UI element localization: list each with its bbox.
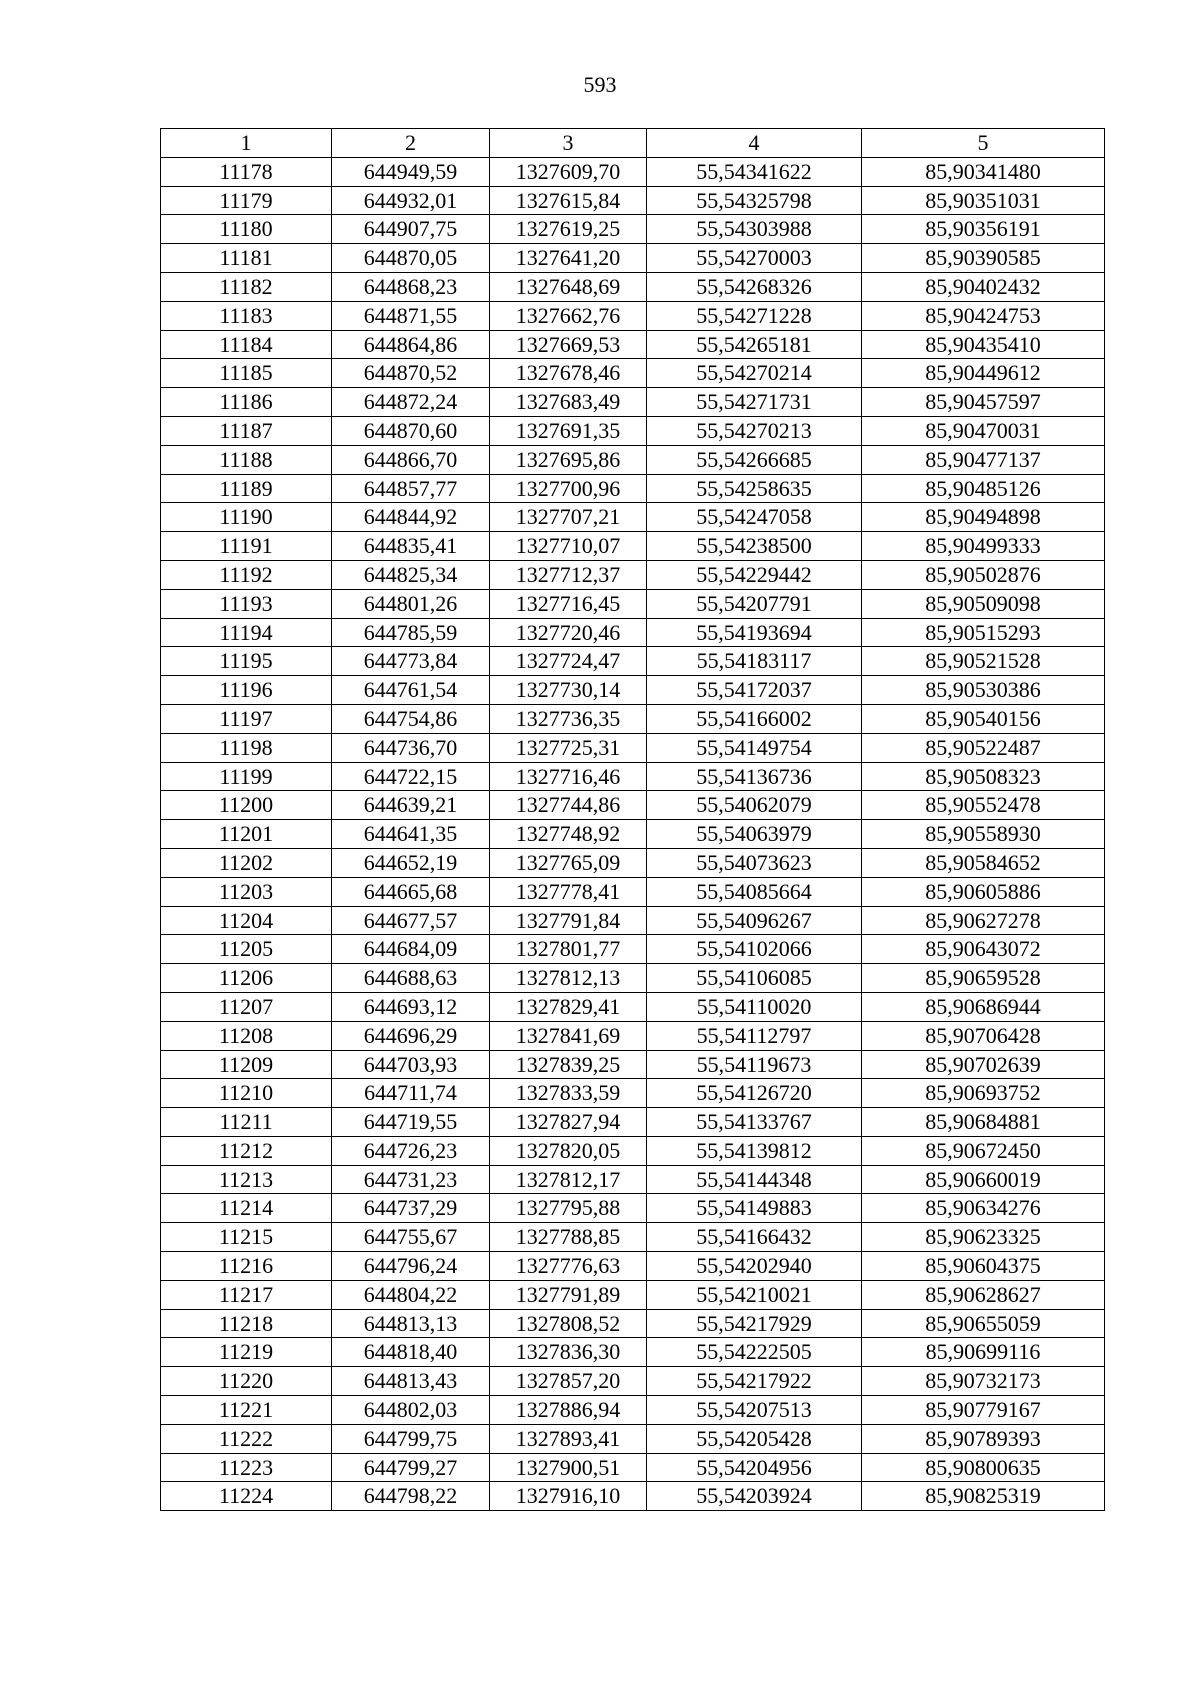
- point-number-cell: 11205: [161, 935, 332, 964]
- latitude-cell: 55,54270213: [647, 416, 862, 445]
- point-number-cell: 11198: [161, 733, 332, 762]
- latitude-cell: 55,54341622: [647, 157, 862, 186]
- longitude-cell: 85,90684881: [862, 1108, 1105, 1137]
- table-body: [161, 157, 1105, 1510]
- table-row: [161, 618, 1105, 647]
- y-coordinate-cell: 1327812,13: [490, 964, 647, 993]
- coordinates-table: [160, 128, 1105, 1511]
- longitude-cell: 85,90509098: [862, 589, 1105, 618]
- x-coordinate-cell: 644639,21: [332, 791, 490, 820]
- x-coordinate-cell: 644825,34: [332, 560, 490, 589]
- point-number-cell: 11186: [161, 388, 332, 417]
- table-row: [161, 560, 1105, 589]
- y-coordinate-cell: 1327619,25: [490, 215, 647, 244]
- point-number-cell: 11197: [161, 704, 332, 733]
- table-header: [161, 129, 1105, 158]
- latitude-cell: 55,54102066: [647, 935, 862, 964]
- longitude-cell: 85,90789393: [862, 1424, 1105, 1453]
- latitude-cell: 55,54126720: [647, 1079, 862, 1108]
- point-number-cell: 11182: [161, 272, 332, 301]
- point-number-cell: 11214: [161, 1194, 332, 1223]
- longitude-cell: 85,90699116: [862, 1338, 1105, 1367]
- x-coordinate-cell: 644711,74: [332, 1079, 490, 1108]
- column-header-5: 5: [862, 129, 1105, 158]
- point-number-cell: 11218: [161, 1309, 332, 1338]
- x-coordinate-cell: 644703,93: [332, 1050, 490, 1079]
- x-coordinate-cell: 644844,92: [332, 503, 490, 532]
- table-row: [161, 272, 1105, 301]
- y-coordinate-cell: 1327827,94: [490, 1108, 647, 1137]
- latitude-cell: 55,54207513: [647, 1396, 862, 1425]
- latitude-cell: 55,54265181: [647, 330, 862, 359]
- x-coordinate-cell: 644761,54: [332, 676, 490, 705]
- x-coordinate-cell: 644798,22: [332, 1482, 490, 1511]
- longitude-cell: 85,90706428: [862, 1021, 1105, 1050]
- point-number-cell: 11191: [161, 532, 332, 561]
- x-coordinate-cell: 644802,03: [332, 1396, 490, 1425]
- latitude-cell: 55,54166002: [647, 704, 862, 733]
- y-coordinate-cell: 1327669,53: [490, 330, 647, 359]
- longitude-cell: 85,90470031: [862, 416, 1105, 445]
- y-coordinate-cell: 1327836,30: [490, 1338, 647, 1367]
- longitude-cell: 85,90672450: [862, 1136, 1105, 1165]
- y-coordinate-cell: 1327857,20: [490, 1367, 647, 1396]
- longitude-cell: 85,90693752: [862, 1079, 1105, 1108]
- latitude-cell: 55,54112797: [647, 1021, 862, 1050]
- longitude-cell: 85,90659528: [862, 964, 1105, 993]
- table-row: [161, 1309, 1105, 1338]
- y-coordinate-cell: 1327716,45: [490, 589, 647, 618]
- longitude-cell: 85,90604375: [862, 1252, 1105, 1281]
- latitude-cell: 55,54258635: [647, 474, 862, 503]
- table-row: [161, 1280, 1105, 1309]
- y-coordinate-cell: 1327812,17: [490, 1165, 647, 1194]
- table-row: [161, 733, 1105, 762]
- longitude-cell: 85,90540156: [862, 704, 1105, 733]
- latitude-cell: 55,54110020: [647, 992, 862, 1021]
- point-number-cell: 11195: [161, 647, 332, 676]
- longitude-cell: 85,90499333: [862, 532, 1105, 561]
- y-coordinate-cell: 1327648,69: [490, 272, 647, 301]
- longitude-cell: 85,90660019: [862, 1165, 1105, 1194]
- x-coordinate-cell: 644652,19: [332, 848, 490, 877]
- latitude-cell: 55,54193694: [647, 618, 862, 647]
- latitude-cell: 55,54096267: [647, 906, 862, 935]
- x-coordinate-cell: 644688,63: [332, 964, 490, 993]
- column-header-3: 3: [490, 129, 647, 158]
- latitude-cell: 55,54222505: [647, 1338, 862, 1367]
- longitude-cell: 85,90605886: [862, 877, 1105, 906]
- table-row: [161, 647, 1105, 676]
- latitude-cell: 55,54205428: [647, 1424, 862, 1453]
- column-header-4: 4: [647, 129, 862, 158]
- latitude-cell: 55,54268326: [647, 272, 862, 301]
- x-coordinate-cell: 644773,84: [332, 647, 490, 676]
- latitude-cell: 55,54204956: [647, 1453, 862, 1482]
- latitude-cell: 55,54303988: [647, 215, 862, 244]
- point-number-cell: 11199: [161, 762, 332, 791]
- table-row: [161, 301, 1105, 330]
- longitude-cell: 85,90521528: [862, 647, 1105, 676]
- point-number-cell: 11224: [161, 1482, 332, 1511]
- y-coordinate-cell: 1327725,31: [490, 733, 647, 762]
- y-coordinate-cell: 1327791,89: [490, 1280, 647, 1309]
- latitude-cell: 55,54238500: [647, 532, 862, 561]
- table-row: [161, 906, 1105, 935]
- latitude-cell: 55,54172037: [647, 676, 862, 705]
- longitude-cell: 85,90825319: [862, 1482, 1105, 1511]
- y-coordinate-cell: 1327683,49: [490, 388, 647, 417]
- latitude-cell: 55,54149754: [647, 733, 862, 762]
- table-row: [161, 877, 1105, 906]
- table-row: [161, 762, 1105, 791]
- page-number: 593: [583, 72, 617, 97]
- x-coordinate-cell: 644949,59: [332, 157, 490, 186]
- table-row: [161, 416, 1105, 445]
- latitude-cell: 55,54062079: [647, 791, 862, 820]
- table-row: [161, 1367, 1105, 1396]
- column-header-1: 1: [161, 129, 332, 158]
- table-row: [161, 1165, 1105, 1194]
- longitude-cell: 85,90686944: [862, 992, 1105, 1021]
- latitude-cell: 55,54073623: [647, 848, 862, 877]
- point-number-cell: 11193: [161, 589, 332, 618]
- latitude-cell: 55,54144348: [647, 1165, 862, 1194]
- y-coordinate-cell: 1327615,84: [490, 186, 647, 215]
- latitude-cell: 55,54119673: [647, 1050, 862, 1079]
- table-row: [161, 1396, 1105, 1425]
- point-number-cell: 11222: [161, 1424, 332, 1453]
- latitude-cell: 55,54270003: [647, 244, 862, 273]
- longitude-cell: 85,90485126: [862, 474, 1105, 503]
- y-coordinate-cell: 1327609,70: [490, 157, 647, 186]
- x-coordinate-cell: 644866,70: [332, 445, 490, 474]
- column-header-2: 2: [332, 129, 490, 158]
- x-coordinate-cell: 644722,15: [332, 762, 490, 791]
- y-coordinate-cell: 1327829,41: [490, 992, 647, 1021]
- y-coordinate-cell: 1327808,52: [490, 1309, 647, 1338]
- x-coordinate-cell: 644857,77: [332, 474, 490, 503]
- x-coordinate-cell: 644737,29: [332, 1194, 490, 1223]
- longitude-cell: 85,90494898: [862, 503, 1105, 532]
- latitude-cell: 55,54202940: [647, 1252, 862, 1281]
- y-coordinate-cell: 1327841,69: [490, 1021, 647, 1050]
- longitude-cell: 85,90477137: [862, 445, 1105, 474]
- longitude-cell: 85,90457597: [862, 388, 1105, 417]
- point-number-cell: 11212: [161, 1136, 332, 1165]
- longitude-cell: 85,90530386: [862, 676, 1105, 705]
- table-row: [161, 704, 1105, 733]
- table-row: [161, 445, 1105, 474]
- x-coordinate-cell: 644868,23: [332, 272, 490, 301]
- point-number-cell: 11219: [161, 1338, 332, 1367]
- longitude-cell: 85,90558930: [862, 820, 1105, 849]
- y-coordinate-cell: 1327662,76: [490, 301, 647, 330]
- point-number-cell: 11196: [161, 676, 332, 705]
- point-number-cell: 11187: [161, 416, 332, 445]
- point-number-cell: 11178: [161, 157, 332, 186]
- x-coordinate-cell: 644871,55: [332, 301, 490, 330]
- table-row: [161, 359, 1105, 388]
- latitude-cell: 55,54166432: [647, 1223, 862, 1252]
- point-number-cell: 11202: [161, 848, 332, 877]
- table-row: [161, 1194, 1105, 1223]
- longitude-cell: 85,90341480: [862, 157, 1105, 186]
- table-row: [161, 1108, 1105, 1137]
- x-coordinate-cell: 644799,27: [332, 1453, 490, 1482]
- x-coordinate-cell: 644801,26: [332, 589, 490, 618]
- point-number-cell: 11200: [161, 791, 332, 820]
- longitude-cell: 85,90435410: [862, 330, 1105, 359]
- y-coordinate-cell: 1327765,09: [490, 848, 647, 877]
- point-number-cell: 11207: [161, 992, 332, 1021]
- longitude-cell: 85,90584652: [862, 848, 1105, 877]
- table-row: [161, 1136, 1105, 1165]
- y-coordinate-cell: 1327833,59: [490, 1079, 647, 1108]
- y-coordinate-cell: 1327900,51: [490, 1453, 647, 1482]
- longitude-cell: 85,90634276: [862, 1194, 1105, 1223]
- point-number-cell: 11204: [161, 906, 332, 935]
- latitude-cell: 55,54085664: [647, 877, 862, 906]
- x-coordinate-cell: 644813,43: [332, 1367, 490, 1396]
- latitude-cell: 55,54270214: [647, 359, 862, 388]
- point-number-cell: 11183: [161, 301, 332, 330]
- table-row: [161, 330, 1105, 359]
- x-coordinate-cell: 644799,75: [332, 1424, 490, 1453]
- longitude-cell: 85,90356191: [862, 215, 1105, 244]
- point-number-cell: 11185: [161, 359, 332, 388]
- y-coordinate-cell: 1327791,84: [490, 906, 647, 935]
- y-coordinate-cell: 1327788,85: [490, 1223, 647, 1252]
- x-coordinate-cell: 644907,75: [332, 215, 490, 244]
- latitude-cell: 55,54229442: [647, 560, 862, 589]
- table-row: [161, 589, 1105, 618]
- x-coordinate-cell: 644785,59: [332, 618, 490, 647]
- x-coordinate-cell: 644932,01: [332, 186, 490, 215]
- y-coordinate-cell: 1327820,05: [490, 1136, 647, 1165]
- x-coordinate-cell: 644719,55: [332, 1108, 490, 1137]
- latitude-cell: 55,54325798: [647, 186, 862, 215]
- longitude-cell: 85,90508323: [862, 762, 1105, 791]
- latitude-cell: 55,54183117: [647, 647, 862, 676]
- table-row: [161, 820, 1105, 849]
- point-number-cell: 11216: [161, 1252, 332, 1281]
- y-coordinate-cell: 1327886,94: [490, 1396, 647, 1425]
- y-coordinate-cell: 1327730,14: [490, 676, 647, 705]
- y-coordinate-cell: 1327776,63: [490, 1252, 647, 1281]
- point-number-cell: 11211: [161, 1108, 332, 1137]
- point-number-cell: 11194: [161, 618, 332, 647]
- longitude-cell: 85,90502876: [862, 560, 1105, 589]
- latitude-cell: 55,54271731: [647, 388, 862, 417]
- longitude-cell: 85,90390585: [862, 244, 1105, 273]
- longitude-cell: 85,90702639: [862, 1050, 1105, 1079]
- longitude-cell: 85,90732173: [862, 1367, 1105, 1396]
- latitude-cell: 55,54136736: [647, 762, 862, 791]
- longitude-cell: 85,90449612: [862, 359, 1105, 388]
- table-row: [161, 1424, 1105, 1453]
- latitude-cell: 55,54217922: [647, 1367, 862, 1396]
- longitude-cell: 85,90779167: [862, 1396, 1105, 1425]
- x-coordinate-cell: 644726,23: [332, 1136, 490, 1165]
- table-row: [161, 1482, 1105, 1511]
- longitude-cell: 85,90515293: [862, 618, 1105, 647]
- table-row: [161, 992, 1105, 1021]
- table-row: [161, 215, 1105, 244]
- x-coordinate-cell: 644736,70: [332, 733, 490, 762]
- table-row: [161, 1021, 1105, 1050]
- point-number-cell: 11223: [161, 1453, 332, 1482]
- y-coordinate-cell: 1327839,25: [490, 1050, 647, 1079]
- point-number-cell: 11179: [161, 186, 332, 215]
- x-coordinate-cell: 644731,23: [332, 1165, 490, 1194]
- x-coordinate-cell: 644641,35: [332, 820, 490, 849]
- table-row: [161, 1252, 1105, 1281]
- point-number-cell: 11189: [161, 474, 332, 503]
- point-number-cell: 11190: [161, 503, 332, 532]
- latitude-cell: 55,54106085: [647, 964, 862, 993]
- y-coordinate-cell: 1327710,07: [490, 532, 647, 561]
- x-coordinate-cell: 644696,29: [332, 1021, 490, 1050]
- y-coordinate-cell: 1327893,41: [490, 1424, 647, 1453]
- latitude-cell: 55,54210021: [647, 1280, 862, 1309]
- latitude-cell: 55,54271228: [647, 301, 862, 330]
- latitude-cell: 55,54063979: [647, 820, 862, 849]
- y-coordinate-cell: 1327724,47: [490, 647, 647, 676]
- table-row: [161, 503, 1105, 532]
- latitude-cell: 55,54207791: [647, 589, 862, 618]
- y-coordinate-cell: 1327916,10: [490, 1482, 647, 1511]
- x-coordinate-cell: 644864,86: [332, 330, 490, 359]
- y-coordinate-cell: 1327716,46: [490, 762, 647, 791]
- table-row: [161, 1050, 1105, 1079]
- table-row: [161, 1453, 1105, 1482]
- table-row: [161, 1079, 1105, 1108]
- y-coordinate-cell: 1327801,77: [490, 935, 647, 964]
- x-coordinate-cell: 644835,41: [332, 532, 490, 561]
- x-coordinate-cell: 644665,68: [332, 877, 490, 906]
- latitude-cell: 55,54133767: [647, 1108, 862, 1137]
- table-row: [161, 676, 1105, 705]
- y-coordinate-cell: 1327712,37: [490, 560, 647, 589]
- table-row: [161, 848, 1105, 877]
- x-coordinate-cell: 644677,57: [332, 906, 490, 935]
- y-coordinate-cell: 1327707,21: [490, 503, 647, 532]
- longitude-cell: 85,90522487: [862, 733, 1105, 762]
- point-number-cell: 11213: [161, 1165, 332, 1194]
- longitude-cell: 85,90800635: [862, 1453, 1105, 1482]
- y-coordinate-cell: 1327744,86: [490, 791, 647, 820]
- table-row: [161, 935, 1105, 964]
- y-coordinate-cell: 1327736,35: [490, 704, 647, 733]
- longitude-cell: 85,90552478: [862, 791, 1105, 820]
- latitude-cell: 55,54139812: [647, 1136, 862, 1165]
- latitude-cell: 55,54247058: [647, 503, 862, 532]
- x-coordinate-cell: 644872,24: [332, 388, 490, 417]
- point-number-cell: 11217: [161, 1280, 332, 1309]
- longitude-cell: 85,90424753: [862, 301, 1105, 330]
- header-row: [161, 129, 1105, 158]
- y-coordinate-cell: 1327795,88: [490, 1194, 647, 1223]
- longitude-cell: 85,90402432: [862, 272, 1105, 301]
- table-row: [161, 532, 1105, 561]
- table-row: [161, 964, 1105, 993]
- y-coordinate-cell: 1327641,20: [490, 244, 647, 273]
- longitude-cell: 85,90628627: [862, 1280, 1105, 1309]
- longitude-cell: 85,90351031: [862, 186, 1105, 215]
- table-row: [161, 388, 1105, 417]
- point-number-cell: 11192: [161, 560, 332, 589]
- point-number-cell: 11221: [161, 1396, 332, 1425]
- point-number-cell: 11215: [161, 1223, 332, 1252]
- x-coordinate-cell: 644804,22: [332, 1280, 490, 1309]
- x-coordinate-cell: 644684,09: [332, 935, 490, 964]
- point-number-cell: 11208: [161, 1021, 332, 1050]
- table-row: [161, 244, 1105, 273]
- y-coordinate-cell: 1327678,46: [490, 359, 647, 388]
- point-number-cell: 11188: [161, 445, 332, 474]
- y-coordinate-cell: 1327700,96: [490, 474, 647, 503]
- x-coordinate-cell: 644813,13: [332, 1309, 490, 1338]
- point-number-cell: 11201: [161, 820, 332, 849]
- point-number-cell: 11220: [161, 1367, 332, 1396]
- x-coordinate-cell: 644870,60: [332, 416, 490, 445]
- table-row: [161, 791, 1105, 820]
- latitude-cell: 55,54203924: [647, 1482, 862, 1511]
- y-coordinate-cell: 1327778,41: [490, 877, 647, 906]
- x-coordinate-cell: 644693,12: [332, 992, 490, 1021]
- longitude-cell: 85,90627278: [862, 906, 1105, 935]
- table-row: [161, 186, 1105, 215]
- x-coordinate-cell: 644870,52: [332, 359, 490, 388]
- latitude-cell: 55,54266685: [647, 445, 862, 474]
- point-number-cell: 11209: [161, 1050, 332, 1079]
- point-number-cell: 11210: [161, 1079, 332, 1108]
- table-row: [161, 1338, 1105, 1367]
- point-number-cell: 11203: [161, 877, 332, 906]
- y-coordinate-cell: 1327695,86: [490, 445, 647, 474]
- longitude-cell: 85,90655059: [862, 1309, 1105, 1338]
- y-coordinate-cell: 1327720,46: [490, 618, 647, 647]
- x-coordinate-cell: 644818,40: [332, 1338, 490, 1367]
- longitude-cell: 85,90623325: [862, 1223, 1105, 1252]
- point-number-cell: 11184: [161, 330, 332, 359]
- x-coordinate-cell: 644755,67: [332, 1223, 490, 1252]
- point-number-cell: 11180: [161, 215, 332, 244]
- table-row: [161, 474, 1105, 503]
- x-coordinate-cell: 644796,24: [332, 1252, 490, 1281]
- latitude-cell: 55,54149883: [647, 1194, 862, 1223]
- y-coordinate-cell: 1327748,92: [490, 820, 647, 849]
- table-row: [161, 157, 1105, 186]
- latitude-cell: 55,54217929: [647, 1309, 862, 1338]
- longitude-cell: 85,90643072: [862, 935, 1105, 964]
- table-row: [161, 1223, 1105, 1252]
- point-number-cell: 11181: [161, 244, 332, 273]
- x-coordinate-cell: 644754,86: [332, 704, 490, 733]
- y-coordinate-cell: 1327691,35: [490, 416, 647, 445]
- x-coordinate-cell: 644870,05: [332, 244, 490, 273]
- point-number-cell: 11206: [161, 964, 332, 993]
